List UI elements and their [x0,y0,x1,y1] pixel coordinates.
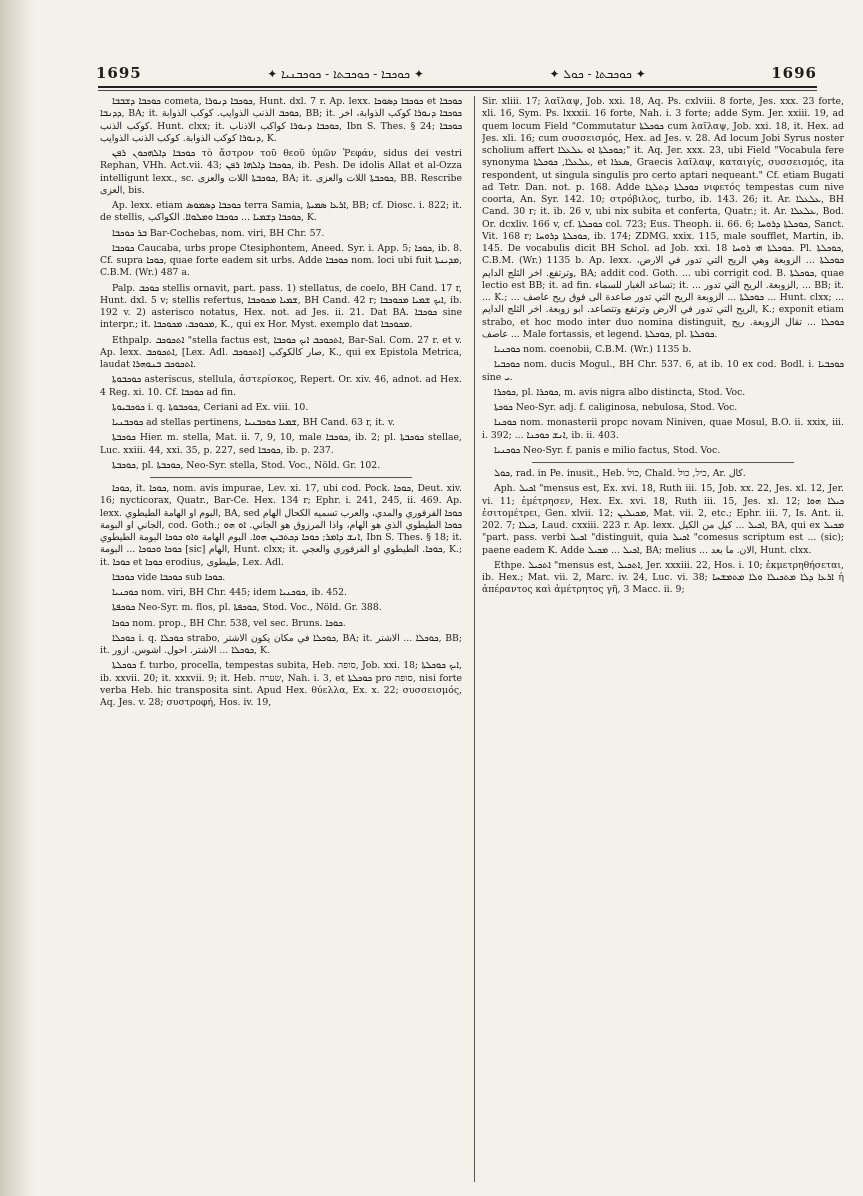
column-divider [474,96,475,1182]
header-rule [98,86,817,88]
entry: Aph. ܐܟܝܠ "mensus est, Ex. xvi. 18, Ruth iii. 15, Job. xx. 22, Jes. xl. 12, Jer. vi. 11; ἐμέτρησεν, Hex. Ex. xvi. 18, Ruth iii. 15, Jes. xl. 12; ܟܝܠܐ ܗܘܐ ἐσιτομέτρει, Gen. xlvii. 12; ܡܟܝܠܝܢ, Mat. vii. 2, etc.; Ephr. iii. 7, Is. Ant. ii. 202. 7; ܟܝܠܐ, Laud. cxxiii. 223 r. Ap. lexx. ܐܟܝܠ ... كيل من الكيل, BA, qui ex ܡܟܝܠ "part. pass. verbi ܐܟܝܠ "distinguit, quia ܐܟܝܠ "comesus scriptum est ... (sic); paene eadem K. Adde ܐܟܝܠ ... ܡܟܝܠ, BA; melius ... الان. ما بعد, Hunt. clxx. [482,483,844,556]
entry: ܟܘܟܠܐ i. q. ܟܘܟܠܐ strabo, ܟܘܟܠܐ في مكان يكون الاشتر, BA; it. ܟܘܟܠܐ ... الاشتر, BB; it. ܟܘܟܠܐ ... الاشتر. احول. اشوس. ازور, K. [100,632,462,656]
entry: ܟܘܟܒܐ ܕܐܠܗܟܘܢ ܪܦܢ τὸ ἄστρον τοῦ θεοῦ ὑμῶν Ῥεφάν, sidus dei vestri Rephan, VHh. Act.vii. 43; ܟܘܟܒܐ ܕܐܠܗܐ ܪܦܢ, ib. Pesh. De idolis Allat et al-Ozza intelligunt lexx., sc. ܟܘܟܒܬܐ اللات والعزى, BA; it. ܟܘܟܒܬܐ اللات والعزى, BB. Rescribe العزى, bis. [100,148,462,196]
right-page-number: 1696 [771,64,817,82]
entry: ܟܘܟܢܝܐ nom. coenobii, C.B.M. (Wr.) 1135 b. [494,344,692,355]
entry: ܒܪ ܟܘܟܒܐ Bar-Cochebas, nom. viri, BH Chr. 57. [112,227,325,239]
entry: ܟܘܟܐ, it. ܟܘܟܐ, nom. avis impurae, Lev. xi. 17, ubi cod. Pock. ܟܘܟܐ, Deut. xiv. 16; nycticorax, Quatr., Bar-Ce. Hex. 134 r; Ephr. i. 241, 245, ii. 469. Ap. lexx. البوم او الهامة الطيطوي, BA, sed ܟܘܟܐ الفرفوري والمدي، والعرب تسميه الكحال الهام الجاني او البومة, cod. Goth.; ܟܘܟܐ الطيطوي الذي هو الهام، واذا المرزوق هو الجاني. ܐܘ ܗܘ ܐܢܫ ܕܐܡܪ; ܟܘܟܐ ܕܟܬܒܝܢ ܗܘܐ. البوم الهامة ܘܐܘ ܟܘܟܐ البومة الطيطوي, Ibn S. Thes. § 18; it. ܟܘܟܐ ܘܟܘܟܐ ... البومة [sic] الهام, Hunt. clxx; it. ܟܘܟܐ. الطيطوي او الفرفوري والعجي, K.; it. ܟܘܟܐ et ܟܘܟܐ erodius, طيطوى, Lex. Adl. [100,483,462,568]
entry: ܟܘܠ, rad. in Pe. inusit., Heb. כול, Chald. כיל, כול, Ar. كال. [494,468,746,479]
entry: ܟܘܟܒܢܝܐ ad stellas pertinens, ܫܡܝܐ ܟܘܟܒܢܝܐ, BH Cand. 63 r, it. v. [112,417,395,428]
entry: ܟܘܟܢܝܐ Neo-Syr. f. panis e milio factus, Stod. Voc. [494,444,721,456]
entry: ܟܘܟܒܝܐ nom. ducis Mogul., BH Chr. 537. 6, at ib. 10 ex cod. Bodl. i. ܟܘܟܒܝܐ sine ܝ. [482,359,844,383]
entry: Ethpe. ܐܬܟܝܠ "mensus est, ܐܬܟܝܠ, Jer. xxxiii. 22, Hos. i. 10; ἐκμετρηθήσεται, ib. Hex.; Mat. vii. 2, Marc. iv. 24, Luc. vi. 38; ܐܪܥܐ ܕܠܐ ܡܬܟܝܠܐ ܘܠܐ ܡܬܡܫܚܐ ἡ ἀπέραντος καὶ ἀμέτρητος γῆ, 3 Macc. ii. 9; [482,559,844,596]
left-column [100,96,462,1186]
entry: Sir. xliii. 17; λαῖλαψ, Job. xxi. 18, Aq. Ps. cxlviii. 8 forte, Jes. xxx. 23 forte, xli. 16, Sym. Ps. lxxxii. 16 forte, Nah. i. 3 forte; adde Sym. Jer. xxiii. 19, ad quem locum Field "Commutatur ܟܘܟܠܬܐ cum λαῖλαψ, Job. xxi. 18, it. Hex. ad Jes. xli. 16; cum συσσεισμός, Hex. ad Jes. v. 28. Ad locum Jobi Syrus noster scholium affert ܟܘܟܠܬܐ ܐܘ ܥܠܥܠܐ;" it. Aq. Jer. xxx. 23, ubi Field "Vocabula fere synonyma ܥܠܥܠܐ, ܟܘܟܠܬܐ, et ܣܥܪܐ, Graecis λαῖλαψ, καταιγίς, συσσεισμός, ita respondent, ut singula singulis pro certo aptari nequeant." Cf. etiam Bugati ad Tetr. Dan. not. p. 168. Adde ܟܘܟܠܬܐ ܕܬܠܓܐ νιφετός tempestas cum nive coorta, An. Syr. 142. 10; στρόβιλος, turbo, ib. 143. 26; it. Ar. ܥܠܥܠܐ, BH Cand. 30 r; it. ib. 26 v, ubi nix subita et conferta, Quatr.; it. Ar. ܥܠܥܠܐ, Bod. Or. dcxliv. 166 v, cf. ܟܘܟܠܬܐ col. 723; Eus. Theoph. ii. 66. 6; ܟܘܟܠܬܐ ܕܪܘܚܐ, Sanct. Vit. 168 r; ܟܘܟܠܬܐ ܕܪܘܚܐ, ib. 174; ZDMG. xxix. 115, male soufflet, Martin, ib. 145. De vocabulis dicit BH Schol. ad Job. xxi. 18 ܟܘܟܠܬܐ ܗܝ ܪܘܚܐ. Pl. ܟܘܟܠܬܐ, C.B.M. (Wr.) 1135 b. Ap. lexx. ܟܘܟܠܬܐ ... الزوبعة وهي الريح التي تدور في الارض، وترتفع. اخر الثلج الدايم, BA; addit cod. Goth. ... ubi corrigit cod. B. ܟܘܟܠܬܐ, quae lectio est BB; it. ad fin. تساعد الغبار للسماء; it. ... الزوبعة. الريح التي تدور, ... BB; it. ... K.; ... ܟܘܟܠܬܐ ... الزوبعة الريح التي تدور صاعدة الى فوق ريح عاصف ... Hunt. clxx; ... الريح التي تدور في الارض وترتفع وتتصاعد. ابو زوبعة. اخر الثلج الدايم, K.; exponit etiam strabo, et hoc modo inter duo nomina distinguit, ܟܘܟܠܐ ... تقال الزوبعة. ريح عاصف ... Male fortassis, et legend. ܟܘܟܠܬܐ, pl. ܟܘܟܠܬܐ. [482,96,844,340]
page-gutter-shadow [0,0,34,1196]
entry: ܟܘܟܦܬܐ Neo-Syr. m. flos, pl. ܟܘܟܦܬܐ, Stod. Voc., Nöld. Gr. 388. [112,602,382,614]
right-column [482,96,844,1186]
header-rule-thin [98,90,817,91]
left-page-number: 1695 [96,64,142,82]
entry: ܟܘܟܒܝܘܬܐ i. q. ܟܘܟܒܘܬܐ, Ceriani ad Ex. viii. 10. [112,401,309,413]
entry: ܟܘܟܢܝܐ nom. viri, BH Chr. 445; idem ܟܘܟܢܝܐ, ib. 452. [112,587,347,598]
entry: Ethpalp. ܐܬܟܘܟܒ "stella factus est, ܐܬܟܘܟܒ ܐܝܟ ܟܘܟܒܐ, Bar-Sal. Com. 27 r. et v. Ap. lexx. ܐܬܟܘܟܒ, [Lex. Adl. ܐܬܟܘܟܒ] صار كالكوكب, K., qui ex Epistola Metrica, laudat ܐܬܟܘܟܒ ܒܢܘܗܪܐ. [100,334,462,370]
entry: ܟܘܟܒܐ Caucaba, urbs prope Ctesiphontem, Aneed. Syr. i. App. 5; ܟܘܟܐ, ib. 8. Cf. supra ܟܘܟܐ, quae forte eadem sit urbs. Adde ܟܘܟܒܐ nom. loci ubi fuit ܡܕܝܢܬܐ, C.B.M. (Wr.) 487 a. [100,242,462,279]
entry: ܟܘܟܬܐ Neo-Syr. adj. f. caliginosa, nebulosa, Stod. Voc. [494,402,738,413]
entry: ܟܘܟܒܬܐ, pl. ܟܘܟܒܬܐ, Neo-Syr. stella, Stod. Voc., Nöld. Gr. 102. [112,459,381,471]
entry: ܟܘܟܢܐ nom. monasterii propc novam Niniven, quae Mosul, B.O. ii. xxix, iii. i. 392; ... ܐܢܫ ܟܘܟܢܐ, ib. ii. 403. [482,417,844,441]
entry: ܟܘܟܐ nom. prop., BH Chr. 538, vel sec. Bruns. ܟܘܟܐ. [112,617,346,629]
entry: ܟܘܟܒܬܐ Hier. m. stella, Mat. ii. 7, 9, 10, male ܟܘܟܒܐ, ib. 2; pl. ܟܘܟܒܬܐ stellae, Luc. xxiii. 44, xxi. 35, p. 227, sed ܟܘܟܒܐ, ib. p. 237. [100,432,462,456]
right-running-title: ✦ ܟܘܟܒܬܐ - ܟܘܠ ✦ [549,67,646,81]
section-separator [532,462,794,463]
left-running-title: ✦ ܟܘܟܒܐ - ܟܘܟܒܬܐ - ܟܘܟܒܢܝܐ ✦ [267,67,424,81]
entry: Ap. lexx. etiam ܟܘܟܒܐ ܕܣܡܘܣ terra Samia, ܐܪܥܐ ܣܡܝܬܐ, BB; cf. Diosc. i. 822; it. de stellis, ܟܘܟܒܐ ܕܫܡܝܐ ... ܟܘܟܒܐ ܘܡܠܘܐܐ. الكواكب, K. [100,200,462,224]
entry: ܟܘܟܠܬܐ f. turbo, procella, tempestas subita, Heb. סופה, Job. xxi. 18; ܐܝܟ ܟܘܟܠܬܐ, ib. xxvii. 20; it. xxxvii. 9; it. Heb. שערה, Nah. i. 3, et ܟܘܟܠܬܐ pro סופה, nisi forte verba Heb. hic transposita sint. Apud Hex. θύελλα, Ex. x. 22; συσσεισμός, Aq. Jes. v. 28; συστροφή, Hos. iv. 19, [100,660,462,708]
page-header [96,52,817,82]
entry: ܟܘܟܒܘܬܐ asteriscus, stellula, ἀστερίσκος, Repert. Or. xiv. 46, adnot. ad Hex. 4 Reg. xi. 10. Cf. ܟܘܟܒܐ ad fin. [100,374,462,398]
section-separator [150,477,412,478]
entry: ܟܘܟܒܐ vide ܟܘܟܒܐ sub ܟܘܟܐ. [112,571,226,583]
entry: ܟܘܟܒܐ ܕܫܒܒܐ cometa, ܟܘܟܒܐ ܕܢܘܪܐ, Hunt. dxl. 7 r. Ap. lexx. ܟܘܟܒܐ ܕܣܘܟܐ et ܟܘܟܒܐ ܕܕܢܒܐ, BA; it. ܟܘܟܒ الذنب الذوايب. كوكب الذوابة, BB; it. ܟܘܟܒܐ ܕܢܘܪܐ كوكب الذوابة، اخر كوكب الذنب. Hunt. clxx; it. ܟܘܟܒܐ ܕܢܘܪܐ كواكب الاذناب, Ibn S. Thes. § 24; ܟܘܟܒܐ ܕܢܘܪܐ كوكب الذوابة. كوكب الذنب الذوايب, K. [100,96,462,144]
entry: Palp. ܟܘܟܒ stellis ornavit, part. pass. 1) stellatus, de coelo, BH Cand. 17 r, Hunt. dxl. 5 v; stellis refertus, ܫܡܝܐ ܡܟܘܟܒܐ, BH Cand. 42 r; ܐܝܟ ܫܡܝܐ ܡܟܘܟܒܐ, ib. 192 v. 2) asterisco notatus, Hex. not. ad Jes. ii. 21. Dat BA. ܟܘܟܒܐ sine interpr.; it. ܡܟܘܟܒ، ܡܟܘܟܒܐ, K., qui ex Hor. Myst. exemplo dat ܡܟܘܟܒܐ. [100,282,462,331]
entry: ܟܘܟܪܐ, pl. ܟܘܟܪܐ, m. avis nigra albo distincta, Stod. Voc. [494,386,746,398]
